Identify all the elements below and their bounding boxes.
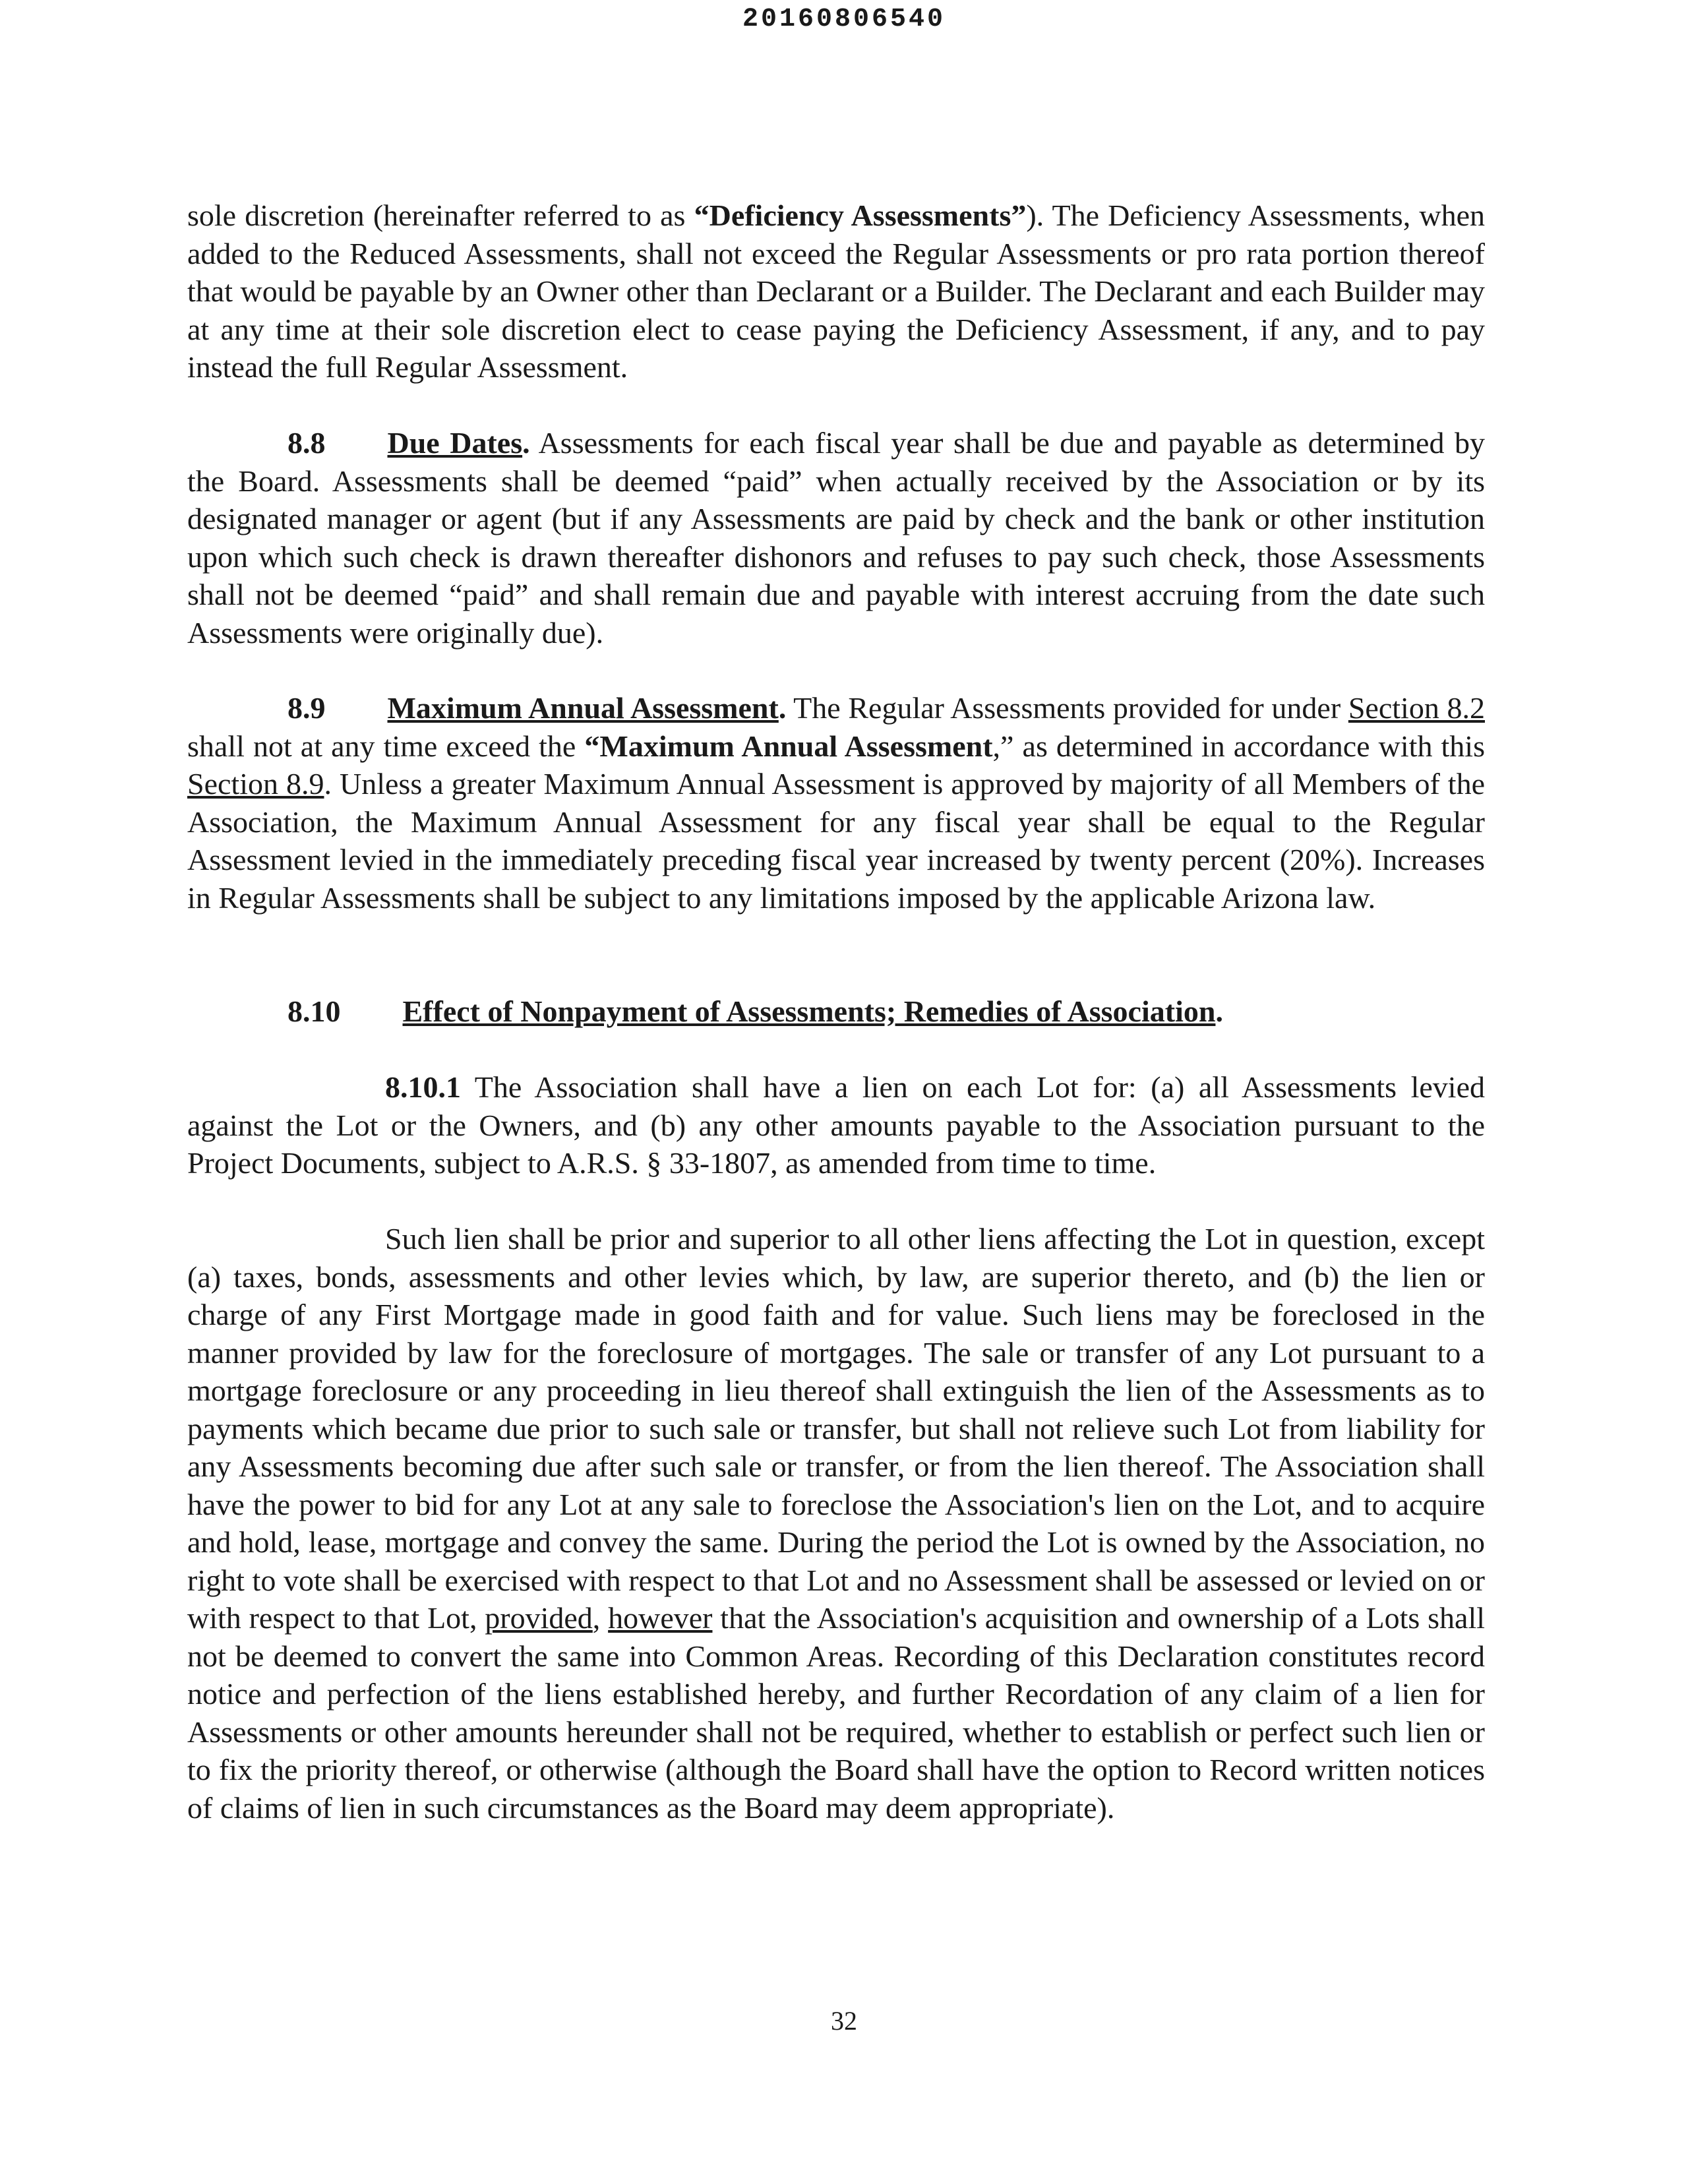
subsection-body: The Association shall have a lien on each Lot for: (a) all Assessments levied against the Lot or the Owners, and (b) any other amounts payable to the Association pursuant to the Project Documents, subject to A.R.S. § 33-1807, as amended from time to time.	[187, 1070, 1485, 1180]
text: ,	[592, 1601, 609, 1635]
subsection-number: 8.10.1	[385, 1070, 461, 1104]
page-number: 32	[831, 2006, 857, 2036]
text: shall not at any time exceed the	[187, 729, 585, 763]
title-period: .	[1215, 994, 1223, 1028]
text: Such lien shall be prior and superior to all other liens affecting the Lot in question, except (a) taxes, bonds, assessments and other levies which, by law, are superior thereto, and (b) the lien or charge of any First Mortgage made in good faith and for value. Such liens may be foreclosed in the manner provided by law for the foreclosure of mortgages. The sale or transfer of any Lot pursuant to a mortgage foreclosure or any proceeding in lieu thereof shall extinguish the lien of the Assessments as to payments which became due prior to such sale or transfer, but shall not relieve such Lot from liability for any Assessments becoming due after such sale or transfer, or from the lien thereof. The Association shall have the power to bid for any Lot at any sale to foreclose the Association's lien on the Lot, and to acquire and hold, lease, mortgage and convey the same. During the period the Lot is owned by the Association, no right to vote shall be exercised with respect to that Lot and no Assessment shall be assessed or levied on or with respect to that Lot,	[187, 1222, 1485, 1635]
title-period: .	[522, 426, 530, 460]
section-reference-link[interactable]: Section 8.9	[187, 767, 324, 801]
section-8-10-1	[187, 1068, 1485, 1182]
text: The Regular Assessments provided for under	[786, 691, 1348, 725]
defined-term: “Maximum Annual Assessment	[584, 729, 993, 763]
text: . Unless a greater Maximum Annual Assessment is approved by majority of all Members of the Association, the Maximum Annual Assessment for any fiscal year shall be equal to the Regular Assessment levied in the immediately preceding fiscal year increased by twenty percent (20%). Increases in Regular Assessments shall be subject to any limitations imposed by the applicable Arizona law.	[187, 767, 1485, 915]
title-period: .	[778, 691, 787, 725]
text: ). The Deficiency Assessments, when added to the Reduced Assessments, shall not exceed the Regular Assessments or pro rata portion thereof that would be payable by an Owner other than Declarant or a Builder. The Declarant and each Builder may at any time at their sole discretion elect to cease paying the Deficiency Assessment, if any, and to pay instead the full Regular Assessment.	[187, 198, 1485, 384]
section-8-10-heading	[187, 992, 1485, 1031]
paragraph-lien-priority	[187, 1220, 1485, 1827]
section-8-9	[187, 689, 1485, 917]
section-reference-link[interactable]: Section 8.2	[1348, 691, 1485, 725]
document-number: 20160806540	[742, 5, 946, 34]
text: that the Association's acquisition and ownership of a Lots shall not be deemed to convert the same into Common Areas. Recording of this Declaration constitutes record notice and perfection of the liens established hereby, and further Recordation of any claim of a lien for Assessments or other amounts hereunder shall not be required, whether to establish or perfect such lien or to fix the priority thereof, or otherwise (although the Board shall have the option to Record written notices of claims of lien in such circumstances as the Board may deem appropriate).	[187, 1601, 1486, 1825]
defined-term: “Deficiency Assessments”	[694, 198, 1027, 232]
emphasis-provided: provided	[485, 1601, 593, 1635]
section-title: Due Dates	[387, 426, 523, 460]
section-number: 8.9	[287, 691, 326, 725]
emphasis-however: however	[608, 1601, 713, 1635]
section-title: Maximum Annual Assessment	[387, 691, 779, 725]
section-8-8	[187, 424, 1485, 652]
text: sole discretion (hereinafter referred to as	[187, 198, 694, 232]
section-number: 8.10	[287, 994, 341, 1028]
paragraph-deficiency-assessments	[187, 197, 1485, 386]
section-number: 8.8	[287, 426, 326, 460]
section-title: Effect of Nonpayment of Assessments; Remedies of Association	[402, 994, 1216, 1028]
text: ,” as determined in accordance with this	[992, 729, 1485, 763]
section-body: Assessments for each fiscal year shall be due and payable as determined by the Board. Assessments shall be deemed “paid” when actually received by the Association or by its designated manager or agent (but if any Assessments are paid by check and the bank or other institution upon which such check is drawn thereafter dishonors and refuses to pay such check, those Assessments shall not be deemed “paid” and shall remain due and payable with interest accruing from the date such Assessments were originally due).	[187, 426, 1485, 650]
